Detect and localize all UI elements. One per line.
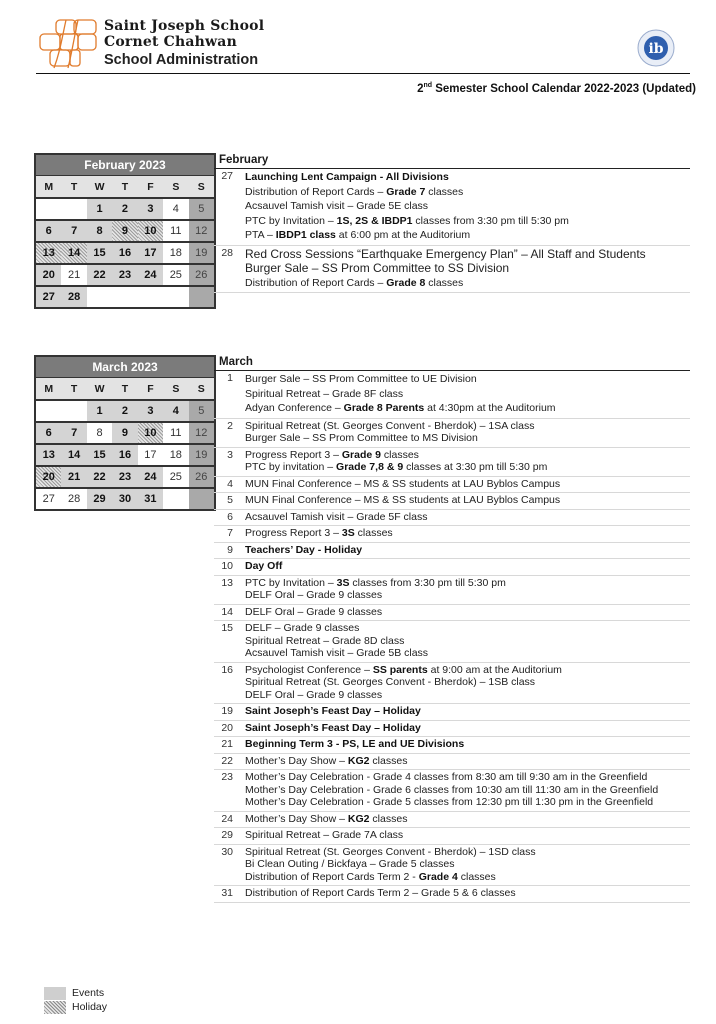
event-row (214, 169, 690, 246)
calendar-week (36, 444, 214, 466)
event-day: 28 (221, 246, 233, 259)
legend-item-events (44, 986, 107, 1000)
event-day: 6 (227, 510, 233, 523)
calendar-day-weekend: 26 (189, 466, 214, 488)
weekday-header: M (36, 378, 61, 400)
event-line (245, 449, 690, 462)
event-text: Burger Sale – SS Prom Committee to SS Division (245, 261, 510, 275)
event-line (245, 511, 690, 524)
weekday-header: T (61, 176, 86, 198)
event-line (245, 664, 690, 677)
calendar-empty-cell (163, 488, 188, 509)
svg-text:ib: ib (648, 41, 664, 57)
calendar-day-event: 7 (61, 422, 86, 444)
calendar-day-white: 4 (163, 198, 188, 220)
event-text: DELF – Grade 9 classes (245, 622, 360, 634)
event-line (245, 689, 690, 702)
calendar-day-event: 22 (87, 466, 112, 488)
calendar-day-event: 22 (87, 264, 112, 286)
calendar-day-event: 4 (163, 400, 188, 422)
event-text-bold: 1S, 2S & IBDP1 (336, 214, 413, 227)
school-name-line1: Saint Joseph School (104, 18, 265, 34)
calendar-day-holiday: 10 (138, 422, 163, 444)
event-row (214, 371, 690, 419)
event-line (245, 461, 690, 474)
event-row (214, 526, 690, 543)
calendar-day-holiday: 14 (61, 242, 86, 264)
event-line (245, 887, 690, 900)
event-line (245, 771, 690, 784)
event-text: at 9:00 am at the Auditorium (427, 663, 562, 676)
event-line (245, 829, 690, 842)
calendar-empty-cell (163, 286, 188, 307)
calendar-empty-cell (112, 286, 137, 307)
event-text: Spiritual Retreat – Grade 8D class (245, 634, 405, 647)
calendar-day-event: 28 (61, 286, 86, 307)
legend-label: Holiday (72, 1001, 108, 1013)
calendar-day-white: 27 (36, 488, 61, 509)
calendar-week (36, 242, 214, 264)
event-line (245, 185, 690, 200)
event-day: 15 (221, 622, 233, 634)
calendar-day-event: 27 (36, 286, 61, 307)
calendar-march (34, 355, 216, 511)
event-row (214, 754, 690, 771)
event-row (214, 576, 690, 605)
school-name-line2: Cornet Chahwan (104, 34, 237, 50)
event-text: Burger Sale – SS Prom Committee to MS Division (245, 432, 478, 444)
calendar-day-event: 1 (87, 400, 112, 422)
event-text: Distribution of Report Cards – (245, 276, 387, 289)
calendar-day-weekend: 12 (189, 422, 214, 444)
event-day: 2 (227, 419, 233, 432)
event-line (245, 622, 690, 635)
event-text-bold: 3S (341, 527, 355, 539)
event-text: MUN Final Conference – MS & SS students at LAU Byblos Campus (245, 494, 561, 506)
weekday-header: T (112, 176, 137, 198)
event-line (245, 544, 690, 557)
event-line (245, 784, 690, 797)
event-row (214, 477, 690, 494)
calendar-day-event: 23 (112, 264, 137, 286)
calendar-empty-cell (61, 400, 86, 422)
event-line (245, 635, 690, 648)
event-line (245, 170, 690, 185)
event-line (245, 813, 690, 826)
event-text: Spiritual Retreat (St. Georges Convent - Bherdok) – 1SD class (245, 845, 536, 858)
event-text: Spiritual Retreat (St. Georges Convent - Bherdok) – 1SB class (245, 676, 536, 688)
event-text-bold: SS parents (372, 663, 428, 676)
calendar-empty-cell (138, 286, 163, 307)
calendar-day-white: 11 (163, 422, 188, 444)
event-line (245, 228, 690, 243)
calendar-day-white: 8 (87, 422, 112, 444)
calendar-day-event: 3 (138, 400, 163, 422)
event-text: Distribution of Report Cards Term 2 - (245, 870, 419, 883)
event-text: Progress Report 3 – (245, 527, 342, 539)
event-text-bold: Grade 7 (386, 185, 426, 198)
event-row (214, 737, 690, 754)
event-text: classes from 3:30 pm till 5:30 pm (412, 214, 569, 227)
calendar-day-event: 3 (138, 198, 163, 220)
weekday-header: S (189, 378, 214, 400)
event-line (245, 432, 690, 445)
calendar-day-event: 1 (87, 198, 112, 220)
event-line (245, 705, 690, 718)
calendar-day-event: 13 (36, 444, 61, 466)
event-row (214, 605, 690, 622)
event-day: 21 (221, 738, 233, 750)
event-text: Bi Clean Outing / Bickfaya – Grade 5 classes (245, 858, 455, 870)
calendar-empty-cell (189, 488, 214, 509)
calendar-day-event: 16 (112, 242, 137, 264)
event-row (214, 246, 690, 294)
calendar-day-event: 21 (61, 466, 86, 488)
event-line (245, 577, 690, 590)
event-text: classes (369, 754, 408, 767)
calendar-week (36, 264, 214, 286)
event-text-bold: Grade 8 Parents (343, 402, 425, 414)
event-line (245, 478, 690, 491)
event-text-bold: Launching Lent Campaign - All Divisions (245, 171, 449, 183)
legend-label: Events (72, 987, 105, 999)
event-row (214, 828, 690, 845)
event-text: Mother’s Day Show – (245, 812, 348, 825)
event-line (245, 247, 690, 262)
event-text-bold: KG2 (347, 754, 370, 767)
event-line (245, 261, 690, 276)
weekday-header: T (112, 378, 137, 400)
month-heading: March (214, 354, 690, 371)
calendar-day-white: 25 (163, 466, 188, 488)
school-logo-icon (38, 18, 100, 70)
calendar-february (34, 153, 216, 309)
event-row (214, 510, 690, 527)
calendar-empty-cell (36, 198, 61, 220)
calendar-week (36, 286, 214, 307)
weekday-header: F (138, 378, 163, 400)
event-text: classes from 3:30 pm till 5:30 pm (349, 576, 506, 589)
calendar-day-holiday: 10 (138, 220, 163, 242)
calendar-day-event: 14 (61, 444, 86, 466)
event-day: 5 (227, 494, 233, 506)
calendar-day-event: 24 (138, 264, 163, 286)
calendar-empty-cell (189, 286, 214, 307)
calendar-day-weekend: 26 (189, 264, 214, 286)
event-text: classes (457, 870, 496, 883)
event-day: 4 (227, 477, 233, 490)
events-february (214, 152, 690, 293)
event-row (214, 886, 690, 903)
event-line (245, 796, 690, 809)
legend (44, 986, 107, 1014)
calendar-day-weekend: 19 (189, 444, 214, 466)
event-line (245, 676, 690, 689)
event-text: Red Cross Sessions “Earthquake Emergency Plan” – All Staff and Students (245, 246, 646, 261)
event-day: 24 (221, 812, 233, 825)
event-line (245, 738, 690, 751)
calendar-day-event: 17 (138, 242, 163, 264)
calendar-week (36, 488, 214, 509)
calendar-empty-cell (87, 286, 112, 307)
event-text: Progress Report 3 – (245, 448, 342, 461)
event-row (214, 812, 690, 829)
event-text-bold: Day Off (245, 560, 283, 572)
event-text: Acsauvel Tamish visit – Grade 5B class (245, 647, 429, 659)
calendar-day-holiday: 20 (36, 466, 61, 488)
calendar-day-white: 11 (163, 220, 188, 242)
event-day: 3 (227, 448, 233, 461)
calendar-day-event: 7 (61, 220, 86, 242)
event-day: 16 (221, 663, 233, 676)
event-line (245, 871, 690, 884)
weekday-header: S (189, 176, 214, 198)
event-text: Mother’s Day Celebration - Grade 4 classes from 8:30 am till 9:30 am in the Greenfield (245, 771, 648, 783)
event-text: Spiritual Retreat – Grade 7A class (245, 829, 404, 841)
event-day: 23 (221, 771, 233, 783)
event-line (245, 527, 690, 540)
event-text: Distribution of Report Cards Term 2 – Grade 5 & 6 classes (245, 887, 516, 899)
event-row (214, 721, 690, 738)
calendar-day-white: 17 (138, 444, 163, 466)
event-day: 29 (221, 829, 233, 841)
event-text: Spiritual Retreat (St. Georges Convent - Bherdok) – 1SA class (245, 419, 535, 432)
calendar-day-weekend: 19 (189, 242, 214, 264)
calendar-day-event: 15 (87, 444, 112, 466)
event-text: Adyan Conference – (245, 402, 344, 414)
event-text: DELF Oral – Grade 9 classes (245, 589, 383, 601)
month-heading: February (214, 152, 690, 169)
event-text: at 6:00 pm at the Auditorium (335, 229, 471, 241)
calendar-week (36, 220, 214, 242)
event-row (214, 621, 690, 663)
calendar-day-event: 29 (87, 488, 112, 509)
event-text-bold: Beginning Term 3 - PS, LE and UE Divisions (245, 738, 465, 750)
calendar-day-event: 6 (36, 422, 61, 444)
school-administration: School Administration (104, 52, 259, 68)
event-line (245, 199, 690, 214)
event-text: PTC by Invitation – (245, 214, 337, 227)
event-text: classes (425, 276, 464, 289)
event-line (245, 647, 690, 660)
calendar-day-event: 8 (87, 220, 112, 242)
calendar-week (36, 400, 214, 422)
event-line (245, 846, 690, 859)
event-text-bold: Grade 9 (341, 448, 381, 461)
calendar-day-event: 20 (36, 264, 61, 286)
event-line (245, 560, 690, 573)
event-text: DELF Oral – Grade 9 classes (245, 688, 383, 701)
calendar-day-white: 18 (163, 444, 188, 466)
calendar-day-holiday: 9 (112, 220, 137, 242)
event-text: Acsauvel Tamish visit – Grade 5F class (245, 510, 428, 523)
event-text: classes (425, 185, 464, 198)
event-row (214, 559, 690, 576)
event-text: PTC by Invitation – (245, 576, 337, 589)
calendar-title: March 2023 (36, 357, 214, 378)
event-row (214, 845, 690, 887)
event-line (245, 420, 690, 433)
event-text: classes at 3:30 pm till 5:30 pm (403, 461, 548, 473)
calendar-day-event: 2 (112, 400, 137, 422)
event-text-bold: IBDP1 class (275, 229, 336, 241)
event-text-bold: Grade 4 (418, 870, 458, 883)
calendar-day-event: 15 (87, 242, 112, 264)
event-text: PTA – (245, 229, 276, 241)
event-text: PTC by invitation – (245, 461, 337, 473)
event-text: classes (369, 812, 408, 825)
ib-logo-icon (636, 28, 676, 68)
calendar-day-white: 28 (61, 488, 86, 509)
event-day: 27 (221, 170, 233, 182)
event-line (245, 606, 690, 619)
event-text-bold: Grade 7,8 & 9 (336, 461, 404, 473)
event-day: 7 (227, 527, 233, 539)
event-day: 14 (221, 605, 233, 618)
calendar-day-white: 21 (61, 264, 86, 286)
event-day: 9 (227, 543, 233, 556)
event-text: Distribution of Report Cards – (245, 185, 387, 198)
event-text: MUN Final Conference – MS & SS students at LAU Byblos Campus (245, 477, 561, 490)
event-row (214, 419, 690, 448)
calendar-title: February 2023 (36, 155, 214, 176)
event-text: Mother’s Day Celebration - Grade 5 classes from 12:30 pm till 1:30 pm in the Greenfield (245, 796, 654, 808)
weekday-header: S (163, 378, 188, 400)
weekday-header: S (163, 176, 188, 198)
calendar-week (36, 422, 214, 444)
event-day: 1 (227, 372, 233, 384)
event-line (245, 372, 690, 387)
weekday-header: M (36, 176, 61, 198)
event-text: Spiritual Retreat – Grade 8F class (245, 387, 404, 400)
event-line (245, 722, 690, 735)
event-day: 20 (221, 721, 233, 734)
school-name (104, 18, 264, 50)
event-text-bold: Grade 8 (386, 276, 426, 289)
event-text-bold: Saint Joseph’s Feast Day – Holiday (245, 705, 421, 717)
calendar-day-event: 24 (138, 466, 163, 488)
event-line (245, 276, 690, 291)
calendar-empty-cell (61, 198, 86, 220)
event-text: Mother’s Day Show – (245, 754, 348, 767)
event-row (214, 770, 690, 812)
legend-item-holiday (44, 1000, 107, 1014)
event-text: DELF Oral – Grade 9 classes (245, 605, 383, 618)
calendar-day-event: 9 (112, 422, 137, 444)
header-divider (36, 73, 690, 74)
event-line (245, 387, 690, 402)
calendar-week (36, 466, 214, 488)
calendar-day-white: 25 (163, 264, 188, 286)
calendar-day-weekend: 5 (189, 400, 214, 422)
event-text-bold: 3S (336, 576, 350, 589)
weekday-header: W (87, 176, 112, 198)
event-line (245, 494, 690, 507)
calendar-day-event: 16 (112, 444, 137, 466)
event-day: 22 (221, 754, 233, 767)
event-text: Acsauvel Tamish visit – Grade 5E class (245, 200, 429, 212)
calendar-week (36, 198, 214, 220)
calendar-day-event: 30 (112, 488, 137, 509)
event-text: at 4:30pm at the Auditorium (424, 402, 556, 414)
calendar-day-event: 31 (138, 488, 163, 509)
event-text-bold: Saint Joseph’s Feast Day – Holiday (245, 721, 421, 734)
events-march (214, 354, 690, 903)
calendar-day-weekend: 12 (189, 220, 214, 242)
event-row (214, 704, 690, 721)
event-text-bold: Teachers’ Day - Holiday (245, 543, 363, 556)
weekday-header: W (87, 378, 112, 400)
event-day: 31 (221, 887, 233, 899)
event-day: 19 (221, 705, 233, 717)
event-line (245, 401, 690, 416)
event-text: Psychologist Conference – (245, 663, 373, 676)
event-row (214, 543, 690, 560)
holiday-swatch (44, 1001, 66, 1014)
event-text: Burger Sale – SS Prom Committee to UE Division (245, 373, 477, 385)
events-swatch (44, 987, 66, 1000)
calendar-day-event: 6 (36, 220, 61, 242)
event-text: Mother’s Day Celebration - Grade 6 classes from 10:30 am till 11:30 am in the Greenfield (245, 783, 659, 796)
document-title: 2nd Semester School Calendar 2022-2023 (Updated) (417, 82, 696, 95)
calendar-day-weekend: 5 (189, 198, 214, 220)
event-row (214, 448, 690, 477)
calendar-day-event: 2 (112, 198, 137, 220)
calendar-day-holiday: 13 (36, 242, 61, 264)
event-row (214, 663, 690, 705)
event-line (245, 214, 690, 229)
weekday-header: T (61, 378, 86, 400)
weekday-header: F (138, 176, 163, 198)
event-day: 30 (221, 845, 233, 858)
event-line (245, 755, 690, 768)
event-line (245, 589, 690, 602)
event-text: classes (381, 448, 419, 461)
page-header (36, 14, 690, 74)
event-text: classes (354, 527, 393, 539)
event-line (245, 858, 690, 871)
calendar-day-event: 23 (112, 466, 137, 488)
calendar-empty-cell (36, 400, 61, 422)
event-day: 10 (221, 560, 233, 572)
event-day: 13 (221, 576, 233, 589)
event-row (214, 493, 690, 510)
event-text-bold: KG2 (347, 812, 370, 825)
calendar-day-white: 18 (163, 242, 188, 264)
